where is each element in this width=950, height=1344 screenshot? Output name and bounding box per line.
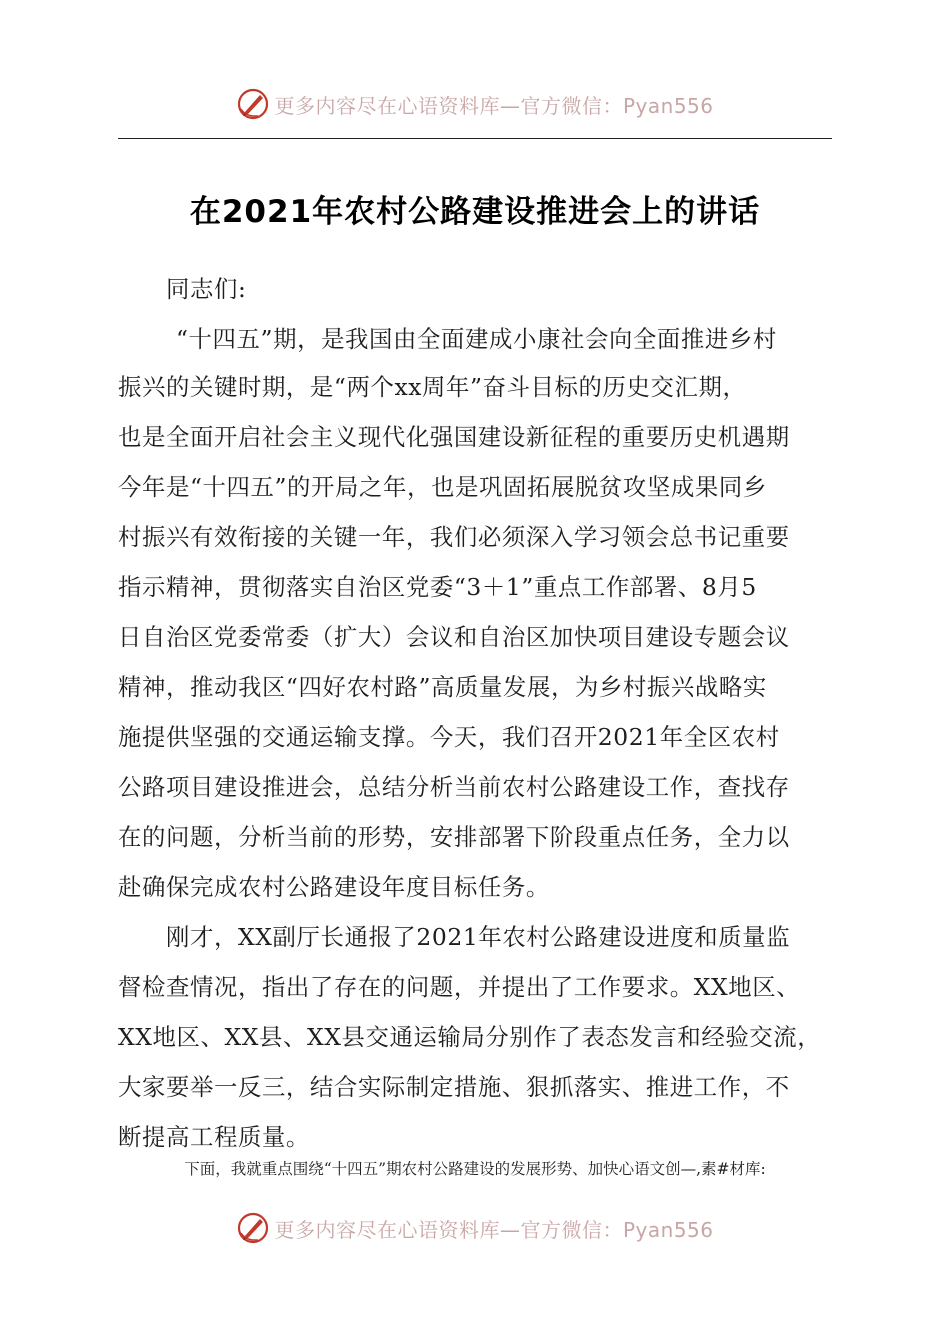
body-line: 刚才，XX副厅长通报了2021年农村公路建设进度和质量监: [166, 923, 791, 951]
pen-logo-icon: [236, 87, 270, 121]
body-line: 指示精神，贯彻落实自治区党委“3＋1”重点工作部署、8月5: [118, 573, 757, 601]
body-line: 精神，推动我区“四好农村路”高质量发展，为乡村振兴战略实: [118, 673, 767, 701]
header-banner: [0, 84, 950, 124]
pen-logo-icon: [236, 1211, 270, 1245]
salutation: 同志们:: [166, 275, 247, 303]
body-line: “十四五”期，是我国由全面建成小康社会向全面推进乡村: [176, 325, 777, 353]
footer-banner-text: 更多内容尽在心语资料库—官方微信：Pyan556: [274, 1217, 714, 1242]
body-line: 施提供坚强的交通运输支撑。今天，我们召开2021年全区农村: [118, 723, 780, 751]
body-line: 大家要举一反三，结合实际制定措施、狠抓落实、推进工作，不: [118, 1073, 790, 1101]
body-line: 今年是“十四五”的开局之年，也是巩固拓展脱贫攻坚成果同乡: [118, 473, 767, 501]
body-line: XX地区、XX县、XX县交通运输局分别作了表态发言和经验交流，: [118, 1023, 822, 1051]
body-line: 也是全面开启社会主义现代化强国建设新征程的重要历史机遇期: [118, 423, 790, 451]
document-title: 在2021年农村公路建设推进会上的讲话: [189, 194, 761, 230]
body-line: 在的问题，分析当前的形势，安排部署下阶段重点任务，全力以: [118, 823, 790, 851]
body-line: 赴确保完成农村公路建设年度目标任务。: [118, 873, 550, 901]
body-line: 督检查情况，指出了存在的问题，并提出了工作要求。XX地区、: [118, 973, 801, 1001]
body-line: 振兴的关键时期，是“两个xx周年”奋斗目标的历史交汇期，: [118, 373, 747, 401]
body-line: 公路项目建设推进会，总结分析当前农村公路建设工作，查找存: [118, 773, 790, 801]
body-line: 日自治区党委常委（扩大）会议和自治区加快项目建设专题会议: [118, 623, 790, 651]
body-line: 村振兴有效衔接的关键一年，我们必须深入学习领会总书记重要: [118, 523, 790, 551]
header-rule: [118, 138, 832, 139]
footnote-line: 下面，我就重点围绕“十四五”期农村公路建设的发展形势、加快心语文创—,素#材库:: [184, 1160, 766, 1178]
header-banner-text: 更多内容尽在心语资料库—官方微信：Pyan556: [274, 93, 714, 118]
body-line: 断提高工程质量。: [118, 1123, 310, 1151]
footer-banner: [0, 1208, 950, 1248]
